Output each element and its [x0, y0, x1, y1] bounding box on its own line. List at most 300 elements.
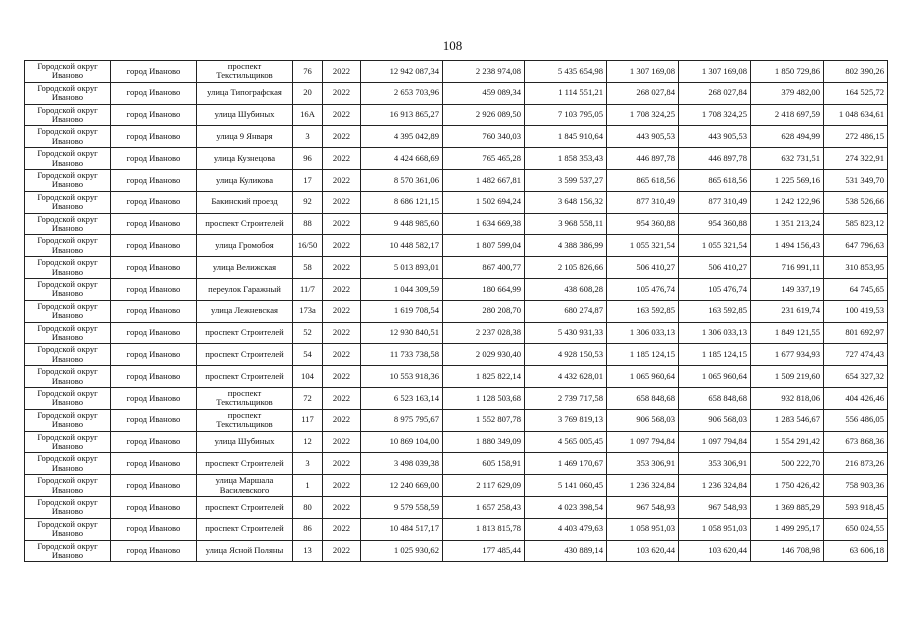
table-cell-city: город Иваново	[111, 213, 197, 235]
table-cell-v7: 538 526,66	[824, 191, 888, 213]
table-cell-municipality: Городской округ Иваново	[25, 540, 111, 562]
table-cell-v2: 2 117 629,09	[443, 475, 525, 497]
table-cell-v3: 2 739 717,58	[525, 387, 607, 409]
table-cell-v1: 10 869 104,00	[361, 431, 443, 453]
table-cell-v6: 1 494 156,43	[751, 235, 824, 257]
table-cell-street: улица 9 Января	[197, 126, 293, 148]
table-cell-v4: 1 185 124,15	[607, 344, 679, 366]
table-row	[25, 518, 888, 540]
table-cell-v4: 353 306,91	[607, 453, 679, 475]
table-cell-v2: 459 089,34	[443, 82, 525, 104]
table-cell-v6: 628 494,99	[751, 126, 824, 148]
table-cell-city: город Иваново	[111, 191, 197, 213]
table-cell-v7: 585 823,12	[824, 213, 888, 235]
table-cell-municipality: Городской округ Иваново	[25, 126, 111, 148]
table-cell-v2: 2 926 089,50	[443, 104, 525, 126]
table-cell-house: 11/7	[293, 278, 323, 300]
table-cell-v2: 1 880 349,09	[443, 431, 525, 453]
table-cell-street: переулок Гаражный	[197, 278, 293, 300]
table-cell-street: улица Кузнецова	[197, 148, 293, 170]
table-cell-house: 96	[293, 148, 323, 170]
table-cell-v1: 10 484 517,17	[361, 518, 443, 540]
table-cell-v4: 443 905,53	[607, 126, 679, 148]
table-row	[25, 431, 888, 453]
table-cell-street: улица Громобоя	[197, 235, 293, 257]
table-cell-house: 80	[293, 496, 323, 518]
table-cell-v2: 765 465,28	[443, 148, 525, 170]
table-cell-year: 2022	[323, 409, 361, 431]
table-cell-v1: 4 395 042,89	[361, 126, 443, 148]
table-cell-city: город Иваново	[111, 148, 197, 170]
table-cell-municipality: Городской округ Иваново	[25, 148, 111, 170]
table-cell-v7: 274 322,91	[824, 148, 888, 170]
table-cell-v7: 802 390,26	[824, 61, 888, 83]
table-cell-year: 2022	[323, 300, 361, 322]
table-cell-v3: 5 430 931,33	[525, 322, 607, 344]
table-cell-v5: 1 058 951,03	[679, 518, 751, 540]
table-cell-year: 2022	[323, 278, 361, 300]
table-cell-v2: 1 813 815,78	[443, 518, 525, 540]
table-cell-v2: 605 158,91	[443, 453, 525, 475]
table-cell-v1: 4 424 668,69	[361, 148, 443, 170]
table-cell-v4: 877 310,49	[607, 191, 679, 213]
table-cell-street: улица Типографская	[197, 82, 293, 104]
table-row	[25, 453, 888, 475]
table-row	[25, 235, 888, 257]
table-row	[25, 409, 888, 431]
table-cell-v1: 1 619 708,54	[361, 300, 443, 322]
table-cell-v2: 2 238 974,08	[443, 61, 525, 83]
table-cell-v3: 3 769 819,13	[525, 409, 607, 431]
table-cell-house: 58	[293, 257, 323, 279]
table-cell-street: проспект Строителей	[197, 518, 293, 540]
table-cell-v2: 280 208,70	[443, 300, 525, 322]
table-cell-v1: 8 975 795,67	[361, 409, 443, 431]
table-cell-city: город Иваново	[111, 431, 197, 453]
table-cell-v3: 3 599 537,27	[525, 169, 607, 191]
table-cell-v4: 1 236 324,84	[607, 475, 679, 497]
table-cell-v3: 3 968 558,11	[525, 213, 607, 235]
table-cell-year: 2022	[323, 235, 361, 257]
table-row	[25, 278, 888, 300]
table-cell-year: 2022	[323, 257, 361, 279]
table-cell-v7: 801 692,97	[824, 322, 888, 344]
table-cell-year: 2022	[323, 496, 361, 518]
table-cell-v3: 4 432 628,01	[525, 366, 607, 388]
table-cell-v5: 268 027,84	[679, 82, 751, 104]
table-cell-v7: 650 024,55	[824, 518, 888, 540]
table-cell-house: 173а	[293, 300, 323, 322]
table-cell-v2: 1 552 807,78	[443, 409, 525, 431]
table-cell-v1: 9 579 558,59	[361, 496, 443, 518]
table-cell-city: город Иваново	[111, 61, 197, 83]
table-cell-v2: 1 482 667,81	[443, 169, 525, 191]
table-cell-year: 2022	[323, 61, 361, 83]
table-cell-v3: 438 608,28	[525, 278, 607, 300]
table-cell-v6: 1 225 569,16	[751, 169, 824, 191]
table-cell-year: 2022	[323, 169, 361, 191]
table-cell-v7: 404 426,46	[824, 387, 888, 409]
table-cell-year: 2022	[323, 82, 361, 104]
table-cell-v2: 867 400,77	[443, 257, 525, 279]
table-cell-v3: 4 403 479,63	[525, 518, 607, 540]
table-cell-v5: 906 568,03	[679, 409, 751, 431]
table-cell-municipality: Городской округ Иваново	[25, 82, 111, 104]
table-row	[25, 213, 888, 235]
table-cell-v1: 10 553 918,36	[361, 366, 443, 388]
table-cell-v4: 103 620,44	[607, 540, 679, 562]
table-cell-city: город Иваново	[111, 126, 197, 148]
table-body	[25, 61, 888, 562]
table-cell-house: 16/50	[293, 235, 323, 257]
table-cell-municipality: Городской округ Иваново	[25, 431, 111, 453]
table-cell-street: проспект Строителей	[197, 213, 293, 235]
table-cell-house: 76	[293, 61, 323, 83]
table-row	[25, 540, 888, 562]
table-cell-v3: 1 114 551,21	[525, 82, 607, 104]
table-cell-city: город Иваново	[111, 169, 197, 191]
table-cell-v2: 1 634 669,38	[443, 213, 525, 235]
table-cell-house: 88	[293, 213, 323, 235]
table-cell-house: 3	[293, 453, 323, 475]
table-cell-v2: 180 664,99	[443, 278, 525, 300]
table-cell-v1: 1 044 309,59	[361, 278, 443, 300]
table-cell-city: город Иваново	[111, 387, 197, 409]
table-cell-municipality: Городской округ Иваново	[25, 213, 111, 235]
table-cell-year: 2022	[323, 387, 361, 409]
table-cell-v2: 1 825 822,14	[443, 366, 525, 388]
table-cell-city: город Иваново	[111, 344, 197, 366]
table-row	[25, 475, 888, 497]
table-cell-v7: 647 796,63	[824, 235, 888, 257]
table-cell-v4: 446 897,78	[607, 148, 679, 170]
table-cell-v5: 1 307 169,08	[679, 61, 751, 83]
table-cell-v7: 531 349,70	[824, 169, 888, 191]
table-cell-v4: 1 065 960,64	[607, 366, 679, 388]
table-cell-v1: 3 498 039,38	[361, 453, 443, 475]
table-cell-municipality: Городской округ Иваново	[25, 475, 111, 497]
table-cell-v2: 2 029 930,40	[443, 344, 525, 366]
table-cell-house: 16А	[293, 104, 323, 126]
table-cell-v1: 11 733 738,58	[361, 344, 443, 366]
table-cell-street: улица Лежневская	[197, 300, 293, 322]
table-cell-v4: 906 568,03	[607, 409, 679, 431]
table-cell-v1: 12 930 840,51	[361, 322, 443, 344]
table-cell-v4: 658 848,68	[607, 387, 679, 409]
table-cell-municipality: Городской округ Иваново	[25, 322, 111, 344]
table-cell-street: улица Велижская	[197, 257, 293, 279]
table-cell-v7: 164 525,72	[824, 82, 888, 104]
table-cell-municipality: Городской округ Иваново	[25, 453, 111, 475]
table-cell-v6: 1 499 295,17	[751, 518, 824, 540]
table-cell-street: проспект Текстильщиков	[197, 409, 293, 431]
table-cell-municipality: Городской округ Иваново	[25, 518, 111, 540]
table-cell-street: улица Маршала Василевского	[197, 475, 293, 497]
table-cell-v7: 654 327,32	[824, 366, 888, 388]
table-cell-city: город Иваново	[111, 540, 197, 562]
table-cell-v1: 10 448 582,17	[361, 235, 443, 257]
table-cell-city: город Иваново	[111, 475, 197, 497]
table-cell-v1: 16 913 865,27	[361, 104, 443, 126]
table-cell-v7: 673 868,36	[824, 431, 888, 453]
table-cell-v7: 216 873,26	[824, 453, 888, 475]
table-cell-house: 17	[293, 169, 323, 191]
table-cell-v6: 379 482,00	[751, 82, 824, 104]
table-cell-v3: 2 105 826,66	[525, 257, 607, 279]
table-cell-v7: 593 918,45	[824, 496, 888, 518]
table-cell-city: город Иваново	[111, 366, 197, 388]
table-cell-year: 2022	[323, 191, 361, 213]
table-cell-city: город Иваново	[111, 104, 197, 126]
table-cell-v6: 1 283 546,67	[751, 409, 824, 431]
table-cell-year: 2022	[323, 540, 361, 562]
table-cell-house: 52	[293, 322, 323, 344]
table-cell-v5: 1 708 324,25	[679, 104, 751, 126]
table-cell-v6: 632 731,51	[751, 148, 824, 170]
table-cell-v1: 9 448 985,60	[361, 213, 443, 235]
table-cell-v2: 760 340,03	[443, 126, 525, 148]
table-cell-municipality: Городской округ Иваново	[25, 300, 111, 322]
table-cell-v5: 446 897,78	[679, 148, 751, 170]
table-cell-street: улица Куликова	[197, 169, 293, 191]
table-cell-v6: 1 677 934,93	[751, 344, 824, 366]
table-cell-municipality: Городской округ Иваново	[25, 366, 111, 388]
table-cell-v3: 4 565 005,45	[525, 431, 607, 453]
table-cell-street: проспект Строителей	[197, 322, 293, 344]
table-cell-street: улица Шубиных	[197, 431, 293, 453]
table-cell-v5: 658 848,68	[679, 387, 751, 409]
table-cell-v6: 1 242 122,96	[751, 191, 824, 213]
table-cell-municipality: Городской округ Иваново	[25, 104, 111, 126]
table-cell-city: город Иваново	[111, 235, 197, 257]
table-cell-v6: 716 991,11	[751, 257, 824, 279]
table-cell-v4: 1 097 794,84	[607, 431, 679, 453]
table-cell-v7: 758 903,36	[824, 475, 888, 497]
table-cell-year: 2022	[323, 366, 361, 388]
table-cell-v6: 932 818,06	[751, 387, 824, 409]
table-cell-v3: 4 388 386,99	[525, 235, 607, 257]
table-cell-v5: 954 360,88	[679, 213, 751, 235]
table-cell-v1: 8 686 121,15	[361, 191, 443, 213]
table-cell-year: 2022	[323, 213, 361, 235]
table-cell-v4: 1 708 324,25	[607, 104, 679, 126]
data-table	[24, 60, 888, 562]
table-cell-v5: 1 065 960,64	[679, 366, 751, 388]
table-cell-v7: 727 474,43	[824, 344, 888, 366]
table-cell-v6: 1 369 885,29	[751, 496, 824, 518]
table-cell-city: город Иваново	[111, 300, 197, 322]
table-row	[25, 126, 888, 148]
table-cell-house: 54	[293, 344, 323, 366]
table-cell-v4: 967 548,93	[607, 496, 679, 518]
table-cell-v2: 1 807 599,04	[443, 235, 525, 257]
table-cell-v5: 1 185 124,15	[679, 344, 751, 366]
table-cell-v1: 6 523 163,14	[361, 387, 443, 409]
table-cell-street: проспект Строителей	[197, 496, 293, 518]
table-cell-street: проспект Текстильщиков	[197, 387, 293, 409]
table-cell-v3: 4 928 150,53	[525, 344, 607, 366]
table-cell-v7: 1 048 634,61	[824, 104, 888, 126]
table-cell-house: 13	[293, 540, 323, 562]
table-cell-v5: 877 310,49	[679, 191, 751, 213]
table-row	[25, 169, 888, 191]
table-cell-v2: 1 128 503,68	[443, 387, 525, 409]
table-cell-v4: 163 592,85	[607, 300, 679, 322]
table-cell-v1: 12 942 087,34	[361, 61, 443, 83]
table-cell-v6: 146 708,98	[751, 540, 824, 562]
table-cell-municipality: Городской округ Иваново	[25, 387, 111, 409]
table-cell-house: 72	[293, 387, 323, 409]
table-row	[25, 300, 888, 322]
table-cell-house: 3	[293, 126, 323, 148]
table-cell-city: город Иваново	[111, 82, 197, 104]
table-row	[25, 191, 888, 213]
table-cell-v4: 1 307 169,08	[607, 61, 679, 83]
table-cell-v3: 1 858 353,43	[525, 148, 607, 170]
table-cell-year: 2022	[323, 322, 361, 344]
table-cell-street: улица Шубиных	[197, 104, 293, 126]
table-cell-v7: 310 853,95	[824, 257, 888, 279]
table-cell-v6: 231 619,74	[751, 300, 824, 322]
table-cell-v4: 954 360,88	[607, 213, 679, 235]
table-cell-year: 2022	[323, 344, 361, 366]
table-cell-v2: 177 485,44	[443, 540, 525, 562]
table-cell-v2: 1 657 258,43	[443, 496, 525, 518]
table-cell-v6: 1 750 426,42	[751, 475, 824, 497]
table-cell-v5: 353 306,91	[679, 453, 751, 475]
table-cell-v5: 105 476,74	[679, 278, 751, 300]
table-cell-house: 92	[293, 191, 323, 213]
table-row	[25, 496, 888, 518]
table-cell-v2: 2 237 028,38	[443, 322, 525, 344]
table-row	[25, 257, 888, 279]
table-row	[25, 322, 888, 344]
table-cell-city: город Иваново	[111, 453, 197, 475]
table-cell-city: город Иваново	[111, 257, 197, 279]
table-cell-municipality: Городской округ Иваново	[25, 61, 111, 83]
table-cell-v6: 500 222,70	[751, 453, 824, 475]
table-cell-house: 1	[293, 475, 323, 497]
table-cell-v5: 103 620,44	[679, 540, 751, 562]
table-cell-v4: 506 410,27	[607, 257, 679, 279]
table-cell-v6: 1 554 291,42	[751, 431, 824, 453]
table-row	[25, 104, 888, 126]
table-cell-v4: 1 055 321,54	[607, 235, 679, 257]
table-cell-v3: 5 141 060,45	[525, 475, 607, 497]
table-cell-v4: 865 618,56	[607, 169, 679, 191]
table-cell-v3: 4 023 398,54	[525, 496, 607, 518]
table-cell-house: 117	[293, 409, 323, 431]
table-cell-v3: 1 469 170,67	[525, 453, 607, 475]
table-cell-v1: 1 025 930,62	[361, 540, 443, 562]
table-cell-street: Бакинский проезд	[197, 191, 293, 213]
table-cell-house: 20	[293, 82, 323, 104]
table-cell-house: 86	[293, 518, 323, 540]
table-cell-v7: 63 606,18	[824, 540, 888, 562]
table-cell-municipality: Городской округ Иваново	[25, 169, 111, 191]
table-cell-v5: 1 236 324,84	[679, 475, 751, 497]
table-cell-house: 12	[293, 431, 323, 453]
table-cell-v5: 163 592,85	[679, 300, 751, 322]
table-cell-municipality: Городской округ Иваново	[25, 257, 111, 279]
table-cell-v3: 5 435 654,98	[525, 61, 607, 83]
table-cell-v6: 1 849 121,55	[751, 322, 824, 344]
table-cell-v7: 64 745,65	[824, 278, 888, 300]
table-cell-v3: 3 648 156,32	[525, 191, 607, 213]
table-cell-v1: 12 240 669,00	[361, 475, 443, 497]
table-cell-v4: 268 027,84	[607, 82, 679, 104]
table-cell-street: проспект Строителей	[197, 344, 293, 366]
table-row	[25, 148, 888, 170]
table-cell-city: город Иваново	[111, 518, 197, 540]
table-cell-v5: 1 306 033,13	[679, 322, 751, 344]
table-cell-v5: 967 548,93	[679, 496, 751, 518]
table-cell-v1: 2 653 703,96	[361, 82, 443, 104]
table-cell-v1: 5 013 893,01	[361, 257, 443, 279]
table-cell-v4: 1 058 951,03	[607, 518, 679, 540]
table-cell-year: 2022	[323, 431, 361, 453]
table-cell-v3: 7 103 795,05	[525, 104, 607, 126]
table-cell-v3: 430 889,14	[525, 540, 607, 562]
table-cell-municipality: Городской округ Иваново	[25, 409, 111, 431]
table-cell-city: город Иваново	[111, 409, 197, 431]
table-row	[25, 82, 888, 104]
table-cell-municipality: Городской округ Иваново	[25, 235, 111, 257]
table-row	[25, 387, 888, 409]
table-cell-year: 2022	[323, 126, 361, 148]
table-cell-year: 2022	[323, 453, 361, 475]
table-cell-year: 2022	[323, 104, 361, 126]
table-cell-v5: 443 905,53	[679, 126, 751, 148]
table-cell-municipality: Городской округ Иваново	[25, 191, 111, 213]
table-row	[25, 61, 888, 83]
table-cell-v7: 100 419,53	[824, 300, 888, 322]
table-cell-v2: 1 502 694,24	[443, 191, 525, 213]
table-cell-v6: 2 418 697,59	[751, 104, 824, 126]
table-cell-street: улица Ясной Поляны	[197, 540, 293, 562]
table-cell-city: город Иваново	[111, 278, 197, 300]
table-cell-street: проспект Строителей	[197, 453, 293, 475]
table-cell-v6: 1 509 219,60	[751, 366, 824, 388]
table-row	[25, 344, 888, 366]
table-cell-year: 2022	[323, 518, 361, 540]
table-cell-municipality: Городской округ Иваново	[25, 344, 111, 366]
table-cell-v5: 1 097 794,84	[679, 431, 751, 453]
table-cell-v4: 105 476,74	[607, 278, 679, 300]
table-cell-municipality: Городской округ Иваново	[25, 496, 111, 518]
table-cell-v6: 1 351 213,24	[751, 213, 824, 235]
table-cell-v7: 272 486,15	[824, 126, 888, 148]
table-cell-v5: 1 055 321,54	[679, 235, 751, 257]
table-cell-house: 104	[293, 366, 323, 388]
table-cell-year: 2022	[323, 475, 361, 497]
table-cell-v1: 8 570 361,06	[361, 169, 443, 191]
table-cell-v3: 680 274,87	[525, 300, 607, 322]
table-cell-v6: 149 337,19	[751, 278, 824, 300]
table-cell-v7: 556 486,05	[824, 409, 888, 431]
table-row	[25, 366, 888, 388]
table-cell-v5: 506 410,27	[679, 257, 751, 279]
table-cell-v6: 1 850 729,86	[751, 61, 824, 83]
table-cell-v4: 1 306 033,13	[607, 322, 679, 344]
table-cell-city: город Иваново	[111, 322, 197, 344]
table-cell-city: город Иваново	[111, 496, 197, 518]
table-cell-year: 2022	[323, 148, 361, 170]
table-cell-v5: 865 618,56	[679, 169, 751, 191]
page-number: 108	[442, 38, 463, 53]
table-cell-v3: 1 845 910,64	[525, 126, 607, 148]
table-cell-municipality: Городской округ Иваново	[25, 278, 111, 300]
